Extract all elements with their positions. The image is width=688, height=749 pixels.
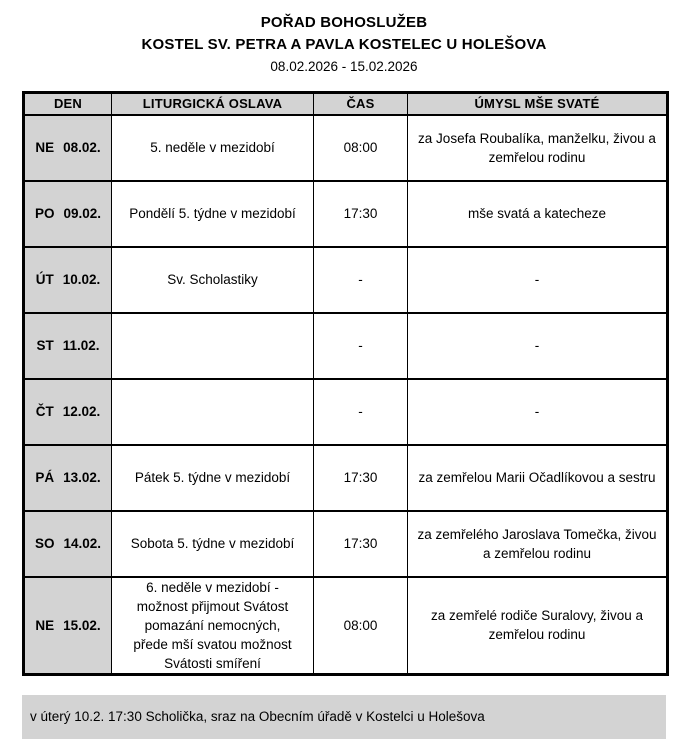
time-cell: 17:30	[314, 445, 408, 511]
celebration-cell: Pondělí 5. týdne v mezidobí	[112, 181, 314, 247]
day-cell	[24, 445, 112, 511]
day-abbr: ÚT	[35, 272, 54, 287]
day-abbr: NE	[35, 617, 55, 633]
table-row	[24, 181, 668, 247]
day-abbr: NE	[35, 140, 55, 155]
intention-cell: za zemřelého Jaroslava Tomečka, živou a zemřelou rodinu	[408, 511, 668, 577]
day-cell	[24, 379, 112, 445]
celebration-cell: Pátek 5. týdne v mezidobí	[112, 445, 314, 511]
day-cell	[24, 115, 112, 181]
day-abbr: ST	[36, 338, 54, 353]
celebration-cell: 6. neděle v mezidobí - možnost přijmout Svátost pomazání nemocných, přede mší svatou možnost Svátosti smíření	[112, 577, 314, 675]
celebration-cell	[112, 379, 314, 445]
footer-note-bar	[22, 695, 666, 739]
day-cell	[24, 247, 112, 313]
table-row	[24, 445, 668, 511]
day-abbr: ČT	[35, 404, 54, 419]
day-date: 08.02.	[63, 140, 101, 155]
intention-cell: za Josefa Roubalíka, manželku, živou a zemřelou rodinu	[408, 115, 668, 181]
day-date: 09.02.	[63, 206, 102, 221]
table-row	[24, 115, 668, 181]
header-row	[24, 93, 668, 115]
day-date: 13.02.	[63, 470, 101, 485]
date-range: 08.02.2026 - 15.02.2026	[270, 59, 418, 74]
time-cell: 17:30	[314, 511, 408, 577]
col-header-liturgicka-oslava: LITURGICKÁ OSLAVA	[112, 93, 314, 115]
time-cell: -	[314, 379, 408, 445]
intention-cell: za zemřelou Marii Očadlíkovou a sestru	[408, 445, 668, 511]
intention-cell: -	[408, 379, 668, 445]
title-block	[0, 0, 688, 78]
footer-note: v úterý 10.2. 17:30 Scholička, sraz na Obecním úřadě v Kostelci u Holešova	[30, 709, 485, 724]
celebration-cell: Sv. Scholastiky	[112, 247, 314, 313]
day-date: 14.02.	[63, 536, 102, 551]
day-date: 10.02.	[62, 272, 101, 287]
time-cell: -	[314, 313, 408, 379]
day-abbr: PÁ	[35, 470, 55, 485]
table-row	[24, 247, 668, 313]
intention-cell: za zemřelé rodiče Suralovy, živou a zemřelou rodinu	[408, 577, 668, 675]
day-date: 12.02.	[62, 404, 101, 419]
day-cell	[24, 511, 112, 577]
day-abbr: SO	[34, 536, 55, 551]
col-header-umysl: ÚMYSL MŠE SVATÉ	[408, 93, 668, 115]
intention-cell: -	[408, 313, 668, 379]
col-header-den: DEN	[24, 93, 112, 115]
day-date: 15.02.	[63, 617, 101, 633]
schedule-table	[22, 91, 669, 676]
col-header-cas: ČAS	[314, 93, 408, 115]
time-cell: -	[314, 247, 408, 313]
day-date: 11.02.	[62, 338, 100, 353]
document-title: POŘAD BOHOSLUŽEB	[260, 14, 428, 31]
table-row	[24, 379, 668, 445]
intention-cell: mše svatá a katecheze	[408, 181, 668, 247]
table-row	[24, 511, 668, 577]
celebration-cell: Sobota 5. týdne v mezidobí	[112, 511, 314, 577]
celebration-cell	[112, 313, 314, 379]
table-row	[24, 313, 668, 379]
time-cell: 08:00	[314, 577, 408, 675]
time-cell: 17:30	[314, 181, 408, 247]
document-subtitle: KOSTEL SV. PETRA A PAVLA KOSTELEC U HOLEŠOVA	[141, 36, 547, 53]
intention-cell: -	[408, 247, 668, 313]
day-cell	[24, 313, 112, 379]
table-row	[24, 577, 668, 675]
day-abbr: PO	[34, 206, 55, 221]
celebration-cell: 5. neděle v mezidobí	[112, 115, 314, 181]
day-cell	[24, 181, 112, 247]
time-cell: 08:00	[314, 115, 408, 181]
day-cell	[24, 577, 112, 675]
